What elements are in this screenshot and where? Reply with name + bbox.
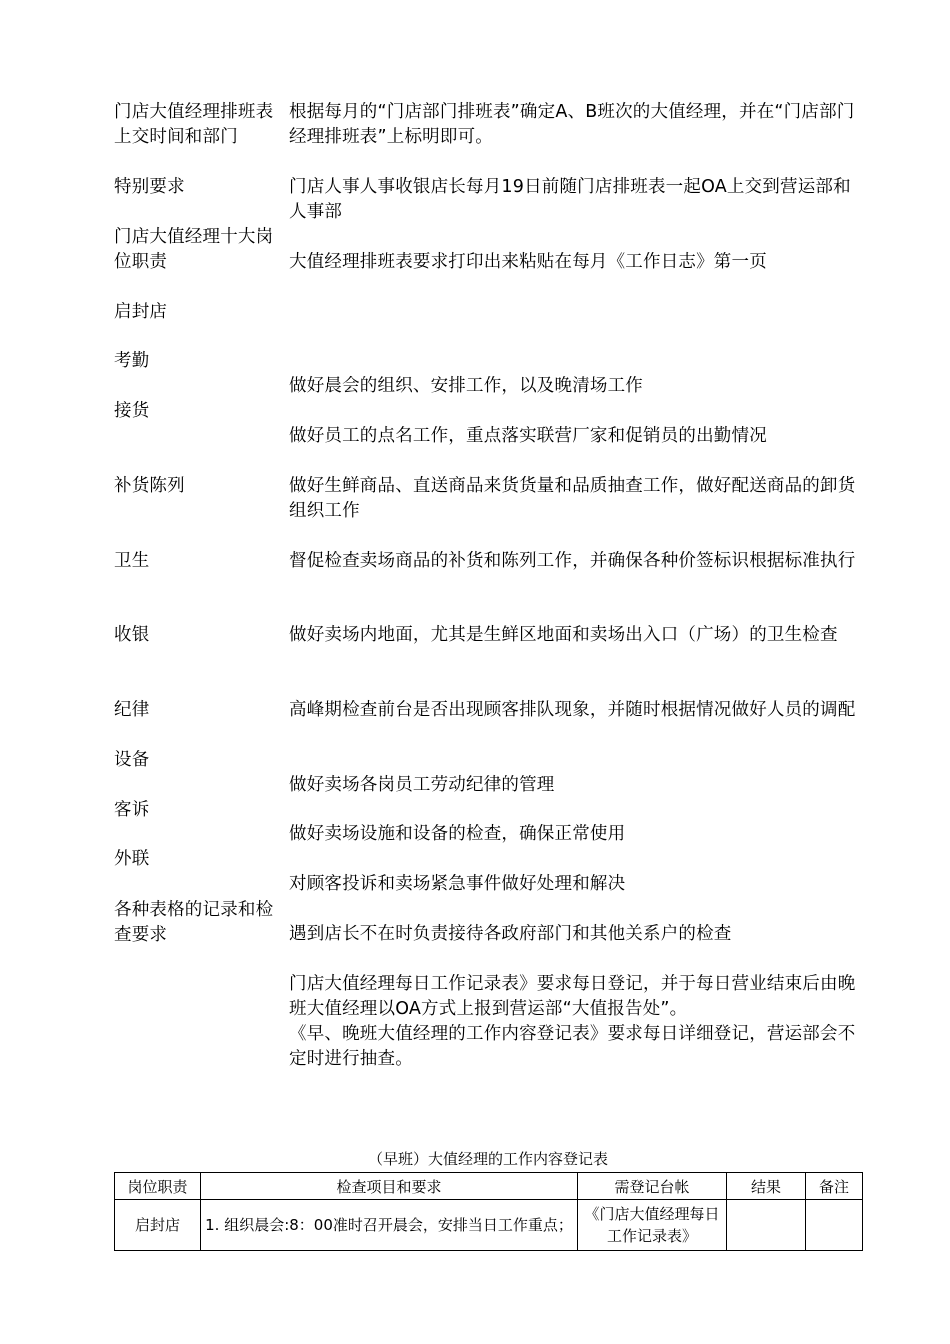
label-forms-requirements: 各种表格的记录和检查要求 xyxy=(114,900,274,945)
para-schedule-rule: 根据每月的“门店部门排班表”确定A、B班次的大值经理，并在“门店部门经理排班表”上标明即可。 xyxy=(289,102,855,147)
label-schedule-submission: 门店大值经理排班表上交时间和部门 xyxy=(114,102,274,147)
header-result: 结果 xyxy=(727,1173,806,1200)
para-equipment-check: 做好卖场设施和设备的检查，确保正常使用 xyxy=(289,824,626,844)
para-discipline-management: 做好卖场各岗员工劳动纪律的管理 xyxy=(289,775,555,795)
label-external-relations: 外联 xyxy=(114,849,150,869)
para-submission-deadline: 门店人事人事收银店长每月19日前随门店排班表一起OA上交到营运部和人事部 xyxy=(289,177,851,222)
header-check-items: 检查项目和要求 xyxy=(201,1173,578,1200)
label-attendance: 考勤 xyxy=(114,351,150,371)
cell-check-items: 1. 组织晨会:8：00准时召开晨会，安排当日工作重点； xyxy=(201,1200,578,1251)
header-ledger: 需登记台帐 xyxy=(578,1173,727,1200)
table-row xyxy=(115,1200,863,1251)
work-content-table xyxy=(114,1172,863,1251)
label-cashier: 收银 xyxy=(114,625,150,645)
para-complaint-handling: 对顾客投诉和卖场紧急事件做好处理和解决 xyxy=(289,874,626,894)
label-replenishment: 补货陈列 xyxy=(114,476,185,496)
label-hygiene: 卫生 xyxy=(114,551,150,571)
para-morning-meeting: 做好晨会的组织、安排工作，以及晚清场工作 xyxy=(289,376,643,396)
label-special-requirements: 特别要求 xyxy=(114,177,185,197)
cell-ledger: 《门店大值经理每日工作记录表》 xyxy=(578,1200,727,1251)
table-header-row xyxy=(115,1173,863,1200)
para-checkout-queue: 高峰期检查前台是否出现顾客排队现象，并随时根据情况做好人员的调配 xyxy=(289,700,856,720)
label-discipline: 纪律 xyxy=(114,700,150,720)
para-external-inspection: 遇到店长不在时负责接待各政府部门和其他关系户的检查 xyxy=(289,924,732,944)
para-hygiene-check: 做好卖场内地面，尤其是生鲜区地面和卖场出入口（广场）的卫生检查 xyxy=(289,625,838,645)
label-complaints: 客诉 xyxy=(114,800,150,820)
para-shift-record: 《早、晚班大值经理的工作内容登记表》要求每日详细登记，营运部会不定时进行抽查。 xyxy=(289,1024,856,1069)
para-goods-receiving: 做好生鲜商品、直送商品来货货量和品质抽查工作，做好配送商品的卸货组织工作 xyxy=(289,476,856,521)
label-equipment: 设备 xyxy=(114,750,150,770)
para-roll-call: 做好员工的点名工作，重点落实联营厂家和促销员的出勤情况 xyxy=(289,426,767,446)
para-daily-record: 门店大值经理每日工作记录表》要求每日登记，并于每日营业结束后由晚班大值经理以OA方式上报到营运部“大值报告处”。 xyxy=(289,974,856,1019)
cell-result xyxy=(727,1200,806,1251)
label-receiving: 接货 xyxy=(114,401,150,421)
cell-duty: 启封店 xyxy=(115,1200,201,1251)
label-open-close-store: 启封店 xyxy=(114,302,168,322)
cell-remarks xyxy=(806,1200,863,1251)
para-print-schedule: 大值经理排班表要求打印出来粘贴在每月《工作日志》第一页 xyxy=(289,252,767,272)
label-ten-duties: 门店大值经理十大岗位职责 xyxy=(114,227,274,272)
header-duty: 岗位职责 xyxy=(115,1173,201,1200)
header-remarks: 备注 xyxy=(806,1173,863,1200)
table-caption: （早班）大值经理的工作内容登记表 xyxy=(367,1150,608,1168)
para-display-check: 督促检查卖场商品的补货和陈列工作，并确保各种价签标识根据标准执行 xyxy=(289,551,856,571)
